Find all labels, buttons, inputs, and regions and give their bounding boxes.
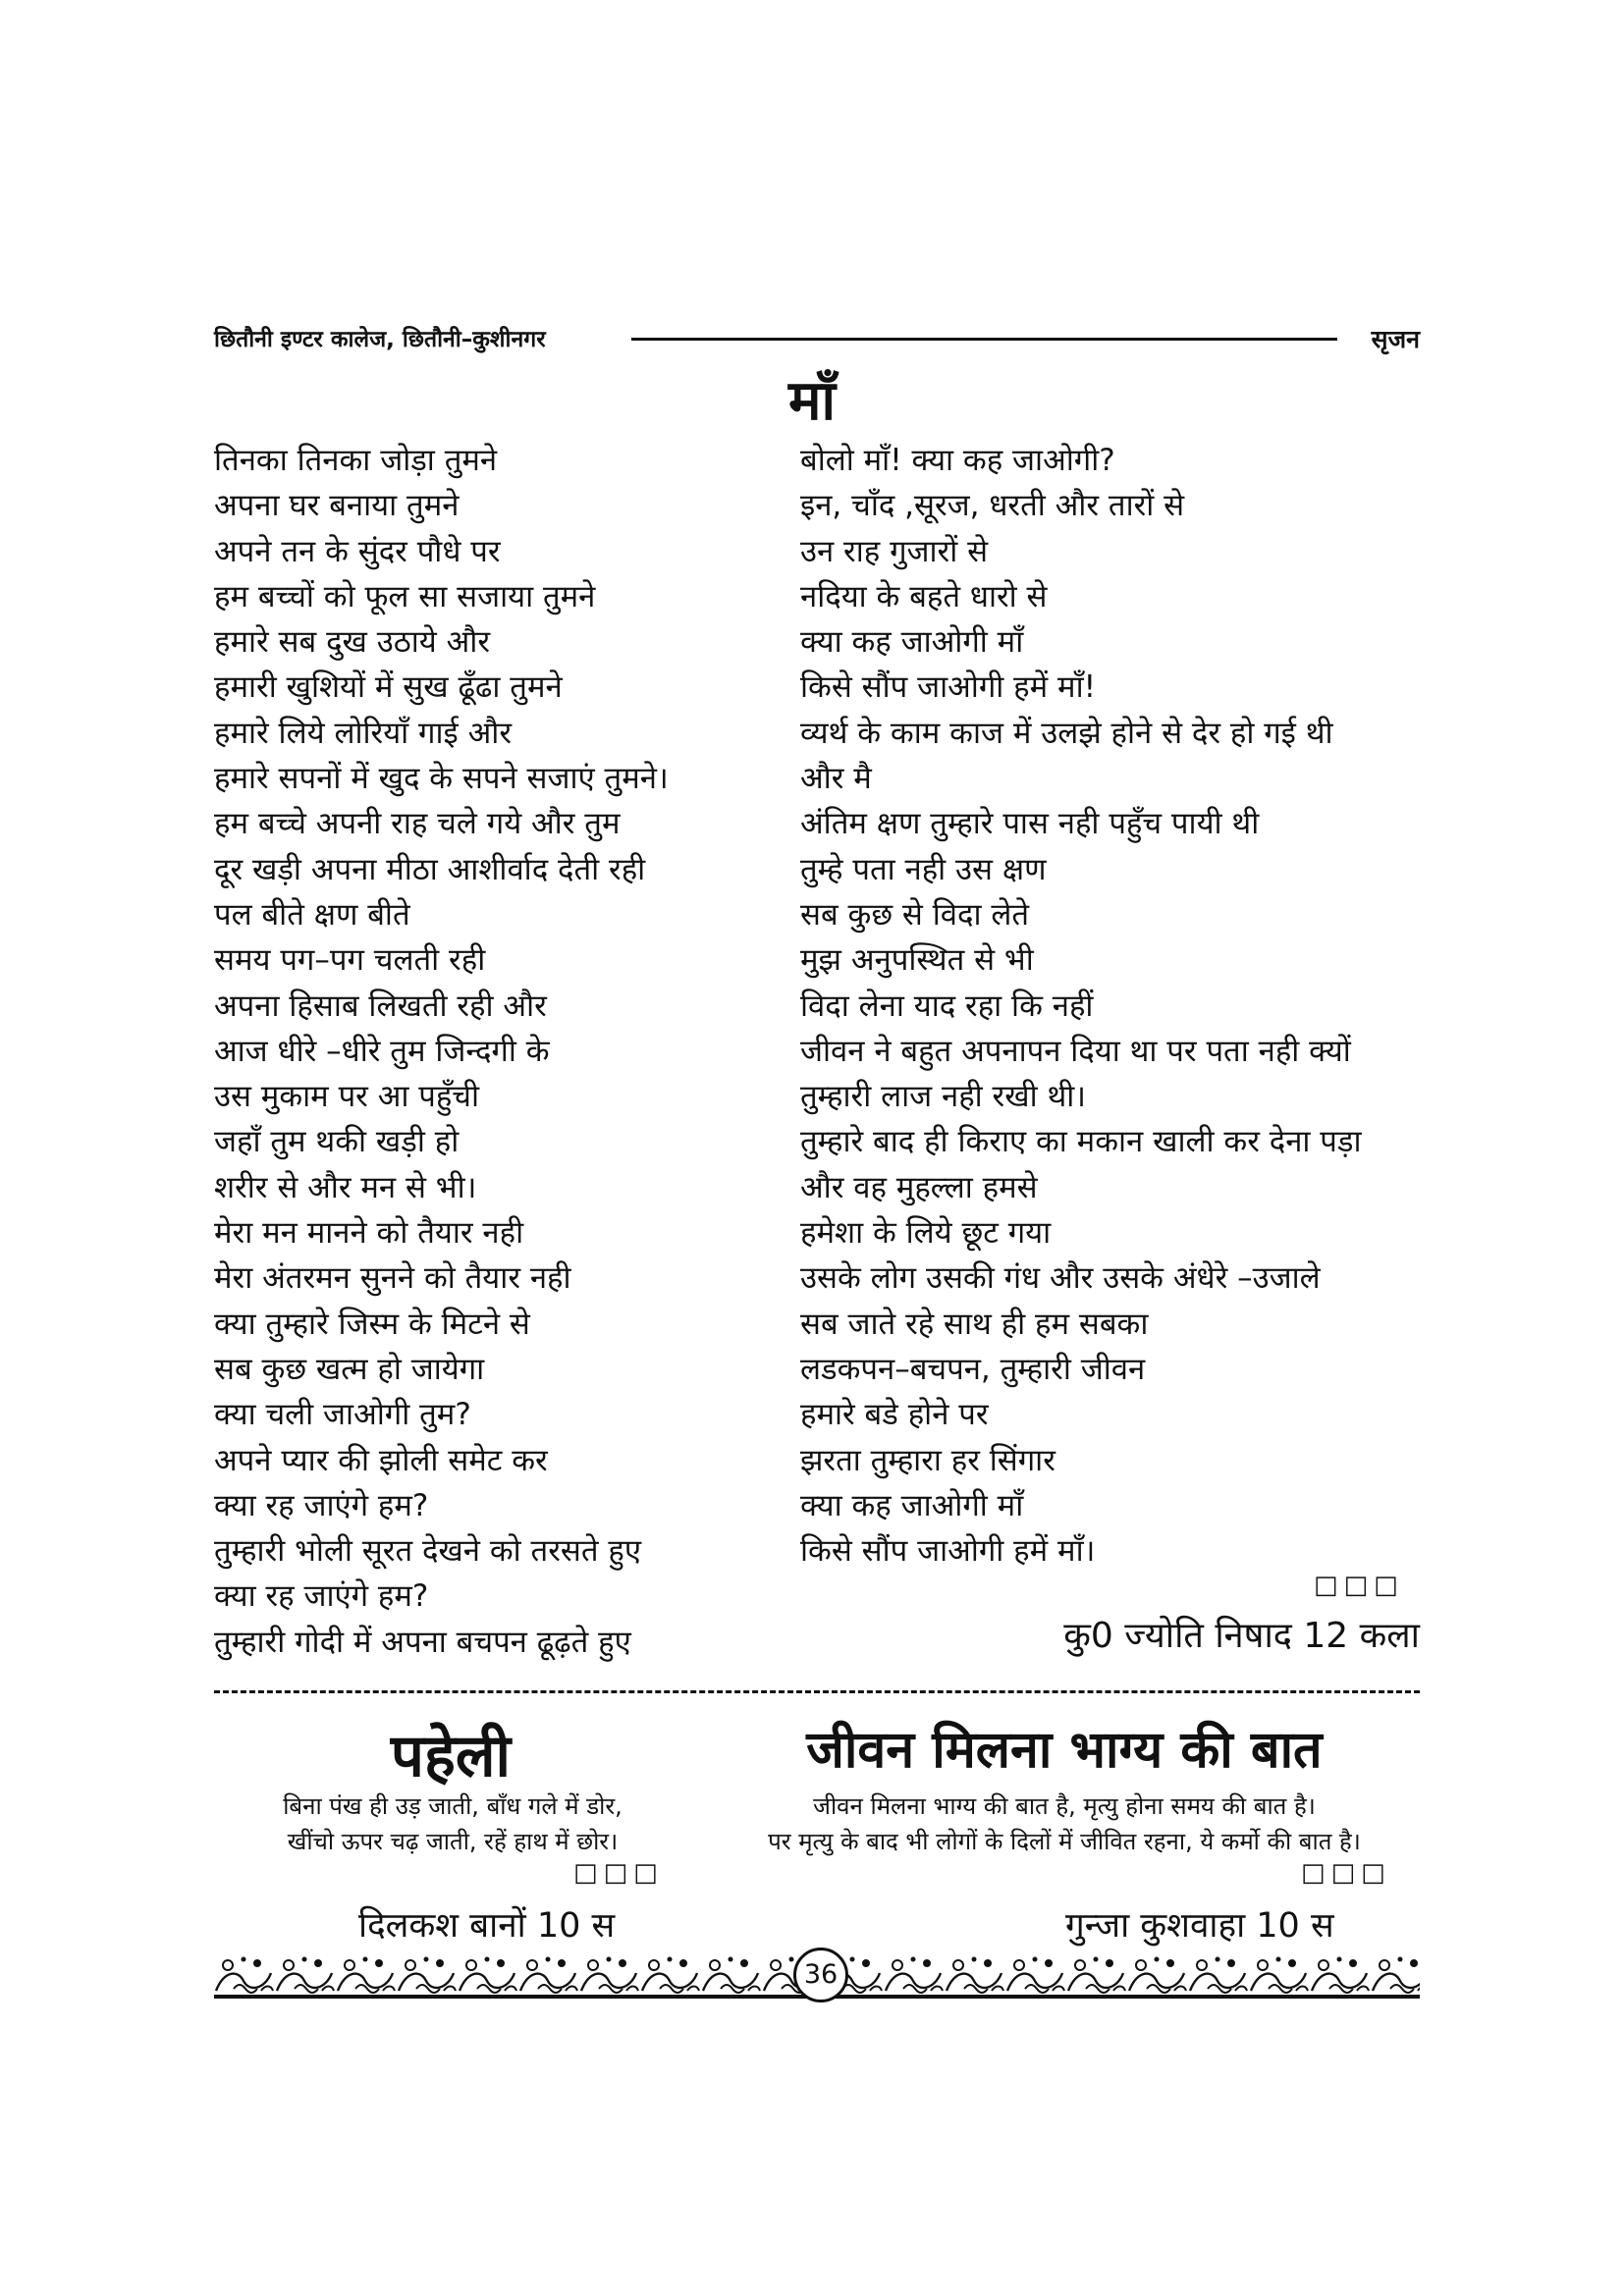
riddle-line: खींचो ऊपर चढ़ जाती, रहें हाथ में छोर।	[287, 1828, 619, 1855]
poem-line: हमेशा के लिये छूट गया	[800, 1215, 1052, 1252]
poem-line: और वह मुहल्ला हमसे	[800, 1169, 1038, 1205]
poem-line: उस मुकाम पर आ पहुँची	[214, 1079, 480, 1115]
poem-line: तुम्हे पता नही उस क्षण	[800, 851, 1047, 887]
poem-line: तिनका तिनका जोड़ा तुमने	[214, 443, 498, 478]
poem-line: किसे सौंप जाओगी हमें माँ!	[800, 669, 1097, 706]
poem-line: दूर खड़ी अपना मीठा आशीर्वाद देती रही	[214, 851, 646, 887]
poem-line: आज धीरे –धीरे तुम जिन्दगी के	[214, 1033, 550, 1069]
poem-line: हमारे लिये लोरियाँ गाई और	[214, 715, 513, 751]
poem-line: नदिया के बहते धारो से	[800, 578, 1048, 614]
poem-line: पल बीते क्षण बीते	[214, 896, 410, 933]
poem-line: व्यर्थ के काम काज में उलझे होने से देर हो गई थी	[800, 715, 1333, 751]
poem-line: किसे सौंप जाओगी हमें माँ।	[800, 1533, 1096, 1570]
poem-line: सब कुछ खत्म हो जायेगा	[214, 1351, 485, 1387]
poem-line: तुम्हारी लाज नही रखी थी।	[800, 1079, 1087, 1115]
poem-line: और मै	[800, 761, 872, 797]
riddle-line: बिना पंख ही उड़ जाती, बाँध गले में डोर,	[283, 1792, 623, 1820]
quote-line: पर मृत्यु के बाद भी लोगों के दिलों में जीवित रहना, ये कर्मो की बात है।	[768, 1828, 1361, 1855]
poem-line: हमारे सब दुख उठाये और	[214, 624, 490, 661]
poem-line: क्या रह जाएंगे हम?	[214, 1578, 429, 1615]
header-rule	[631, 338, 1337, 341]
poem-line: हमारे बडे होने पर	[800, 1397, 989, 1433]
poem-line: अपना घर बनाया तुमने	[214, 488, 460, 524]
poem-line: हमारी खुशियों में सुख ढूँढा तुमने	[214, 669, 563, 706]
riddle-author: दिलकश बानों 10 स	[358, 1906, 616, 1946]
poem-line: सब जाते रहे साथ ही हम सबका	[800, 1306, 1149, 1342]
poem-line: समय पग–पग चलती रही	[214, 942, 486, 979]
poem-line: जीवन ने बहुत अपनापन दिया था पर पता नही क्यों	[800, 1033, 1351, 1069]
riddle-text	[196, 1789, 709, 1859]
running-header	[214, 322, 1420, 357]
quote-title: जीवन मिलना भाग्य की बात	[806, 1721, 1323, 1780]
poem-line: झरता तुम्हारा हर सिंगार	[800, 1442, 1056, 1478]
poem-line: मुझ अनुपस्थित से भी	[800, 942, 1034, 979]
poem-line: क्या रह जाएंगे हम?	[214, 1487, 429, 1523]
poem-line: शरीर से और मन से भी।	[214, 1169, 477, 1205]
quote-end-marks: □□□	[1301, 1858, 1391, 1888]
poem-line: हम बच्चों को फूल सा सजाया तुमने	[214, 578, 596, 614]
poem-line: अपना हिसाब लिखती रही और	[214, 988, 547, 1024]
quote-text	[699, 1789, 1430, 1859]
poem-line: क्या चली जाओगी तुम?	[214, 1397, 471, 1433]
poem-left-column	[214, 438, 669, 1665]
poem-line: अंतिम क्षण तुम्हारे पास नही पहुँच पायी थी	[800, 806, 1260, 842]
poem-line: सब कुछ से विदा लेते	[800, 896, 1030, 933]
poem-line: अपने तन के सुंदर पौधे पर	[214, 533, 501, 569]
poem-line: तुम्हारी भोली सूरत देखने को तरसते हुए	[214, 1533, 641, 1570]
riddle-title: पहेली	[390, 1722, 512, 1790]
poem-line: मेरा मन मानने को तैयार नही	[214, 1215, 524, 1252]
poem-line: अपने प्यार की झोली समेट कर	[214, 1442, 548, 1478]
poem-author: कु0 ज्योति निषाद 12 कला	[1063, 1616, 1420, 1656]
poem-right-column	[800, 438, 1362, 1574]
poem-line: उसके लोग उसकी गंध और उसके अंधेरे –उजाले	[800, 1260, 1321, 1297]
poem-line: तुम्हारी गोदी में अपना बचपन ढूढ़ते हुए	[214, 1624, 631, 1660]
poem-line: क्या तुम्हारे जिस्म के मिटने से	[214, 1306, 530, 1342]
poem-line: हमारे सपनों में खुद के सपने सजाएं तुमने।	[214, 761, 669, 797]
page-number: 36	[793, 1948, 848, 2002]
poem-line: जहाँ तुम थकी खड़ी हो	[214, 1124, 460, 1160]
poem-line: लडकपन–बचपन, तुम्हारी जीवन	[800, 1351, 1146, 1387]
poem-line: विदा लेना याद रहा कि नहीं	[800, 988, 1094, 1024]
school-name: छितौनी इण्टर कालेज, छितौनी–कुशीनगर	[214, 327, 546, 352]
poem-line: इन, चाँद ,सूरज, धरती और तारों से	[800, 488, 1185, 524]
section-divider	[214, 1690, 1420, 1693]
poem-title: माँ	[788, 369, 836, 433]
quote-line: जीवन मिलना भाग्य की बात है, मृत्यु होना समय की बात है।	[813, 1792, 1316, 1820]
poem-line: मेरा अंतरमन सुनने को तैयार नही	[214, 1260, 571, 1297]
poem-line: क्या कह जाओगी माँ	[800, 624, 1024, 661]
magazine-name: सृजन	[1371, 325, 1420, 353]
poem-line: तुम्हारे बाद ही किराए का मकान खाली कर देना पड़ा	[800, 1124, 1362, 1160]
poem-line: हम बच्चे अपनी राह चले गये और तुम	[214, 806, 621, 842]
riddle-end-marks: □□□	[573, 1858, 664, 1888]
quote-author: गुन्जा कुशवाहा 10 स	[1065, 1906, 1334, 1946]
poem-line: उन राह गुजारों से	[800, 533, 989, 569]
poem-end-marks: □□□	[1314, 1571, 1404, 1600]
poem-line: क्या कह जाओगी माँ	[800, 1487, 1024, 1523]
poem-line: बोलो माँ! क्या कह जाओगी?	[800, 443, 1115, 478]
